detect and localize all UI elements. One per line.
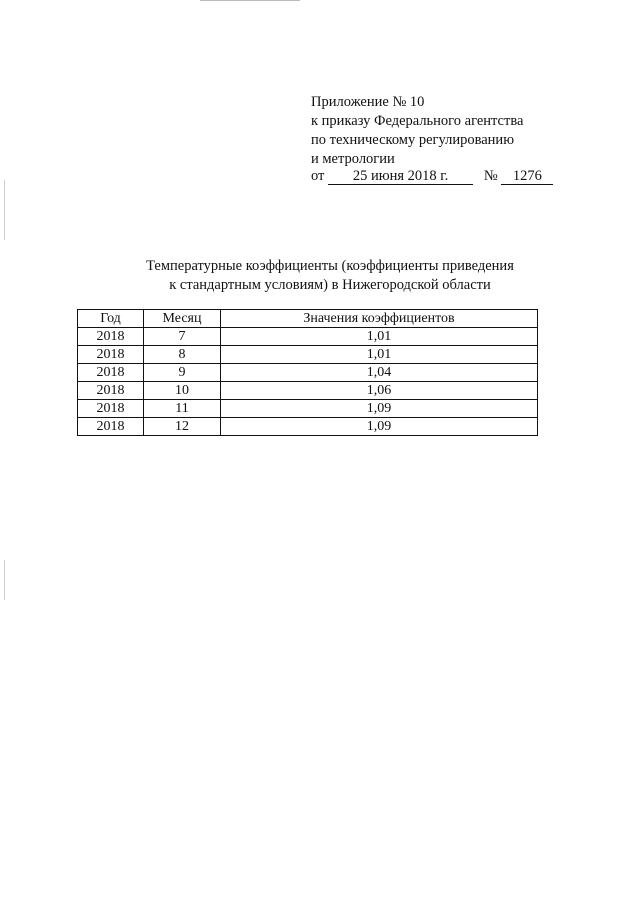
coefficients-table [77,309,538,436]
appendix-agency: по техническому регулированию [311,132,515,148]
table-row [78,364,538,382]
order-number: 1276 [501,169,553,185]
title-line-1: Температурные коэффициенты (коэффициенты приведения [146,258,514,274]
order-date-number [311,167,553,186]
scan-artifact-top [200,0,300,1]
cell-month: 12 [144,418,221,436]
cell-year: 2018 [78,364,144,382]
appendix-agency-cont: и метрологии [311,151,395,167]
cell-value: 1,09 [221,418,538,436]
appendix-heading [311,93,523,169]
cell-month: 8 [144,346,221,364]
cell-month: 7 [144,328,221,346]
cell-year: 2018 [78,418,144,436]
appendix-number: Приложение № 10 [311,94,425,110]
column-header-month: Месяц [144,310,221,328]
order-date: 25 июня 2018 г. [328,169,473,185]
cell-month: 9 [144,364,221,382]
cell-month: 10 [144,382,221,400]
order-prefix: от [311,168,325,184]
scan-artifact-left [4,560,5,600]
table-row [78,400,538,418]
table-row [78,328,538,346]
cell-value: 1,06 [221,382,538,400]
cell-value: 1,01 [221,346,538,364]
number-sign: № [483,168,498,184]
cell-year: 2018 [78,400,144,418]
document-title [80,257,580,295]
table-row [78,418,538,436]
title-line-2: к стандартным условиям) в Нижегородской области [169,277,491,293]
cell-value: 1,09 [221,400,538,418]
table-row [78,346,538,364]
table-header-row [78,310,538,328]
cell-value: 1,01 [221,328,538,346]
column-header-year: Год [78,310,144,328]
cell-month: 11 [144,400,221,418]
table-row [78,382,538,400]
appendix-order-ref: к приказу Федерального агентства [311,113,524,129]
scan-artifact-left [4,180,5,240]
cell-year: 2018 [78,328,144,346]
cell-year: 2018 [78,382,144,400]
column-header-value: Значения коэффициентов [221,310,538,328]
cell-year: 2018 [78,346,144,364]
cell-value: 1,04 [221,364,538,382]
